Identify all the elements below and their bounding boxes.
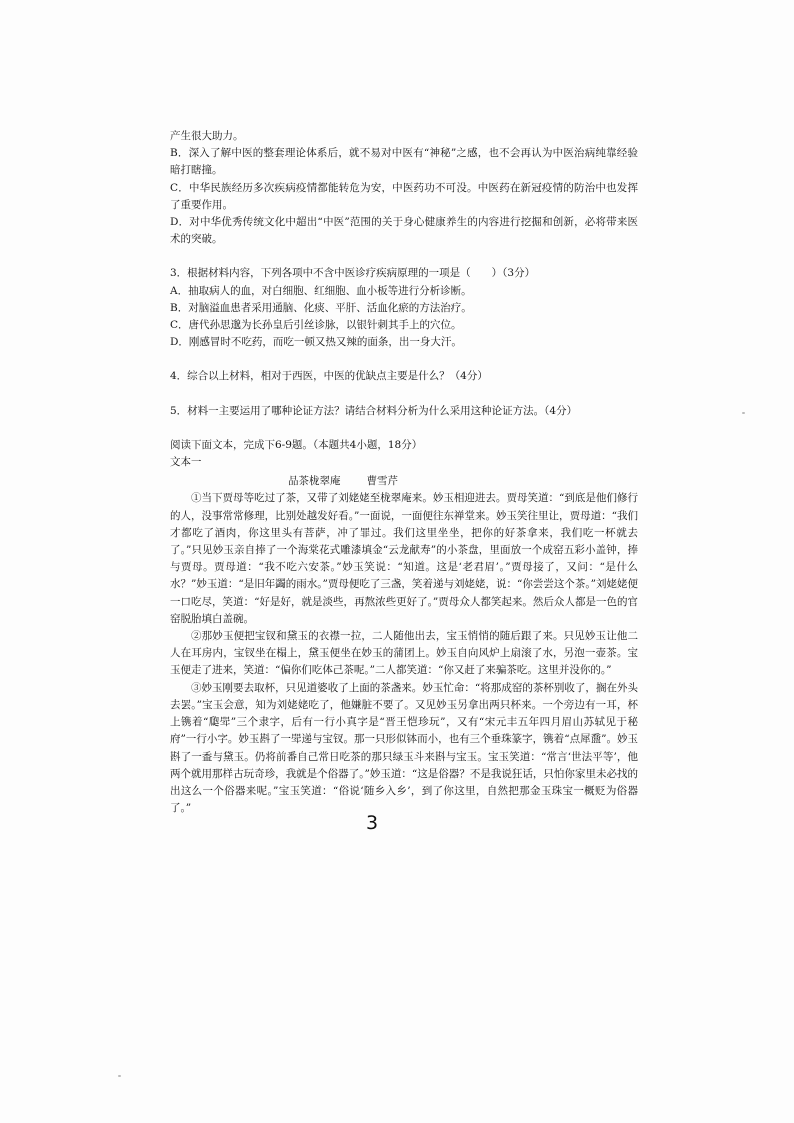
spacer xyxy=(170,248,638,265)
continuation-text: 产生很大助力。 xyxy=(170,130,244,142)
q4-stem: 4．综合以上材料，相对于西医，中医的优缺点主要是什么？（4分） xyxy=(170,370,488,383)
q2-option-d: D．对中华优秀传统文化中超出“中医”范围的关于身心健康养生的内容进行挖掘和创新，必将带来医术的突破。 xyxy=(170,216,638,246)
passage-author: 曹雪芹 xyxy=(366,475,398,488)
q2-option-b: B．深入了解中医的整套理论体系后，就不易对中医有“神秘”之感，也不会再认为中医治病纯靠经验暗打瞎撞。 xyxy=(170,147,638,177)
q3-option-d: D．刚感冒时不吃药，而吃一顿又热又辣的面条，出一身大汗。 xyxy=(170,336,462,349)
q3-option-b: B．对脑溢血患者采用通脑、化痰、平肝、活血化瘀的方法治疗。 xyxy=(170,301,472,314)
page-content xyxy=(170,128,638,817)
spacer xyxy=(170,351,638,368)
spacer xyxy=(170,386,638,403)
page-number: 3 xyxy=(366,812,379,834)
passage-paragraph-1: ①当下贾母等吃过了茶，又带了刘姥姥至栊翠庵来。妙玉相迎进去。贾母笑道：“到底是他们修行的人，没事常常修理，比别处越发好看。”一面说，一面便往东禅堂来。妙玉笑往里让，贾母道：“我们才都吃了酒肉，你这里头有菩萨，冲了罪过。我们这里坐坐，把你的好茶拿来，我们吃一杯就去了。”只见妙玉亲自捧了一个海棠花式雕漆填金“云龙献寿”的小茶盘，里面放一个成窑五彩小盖钟，捧与贾母。贾母道：“我不吃六安茶。”妙玉笑说：“知道。这是‘老君眉’。”贾母接了，又问：“是什么水？”妙玉道：“是旧年蠲的雨水。”贾母便吃了三盏，笑着递与刘姥姥，说：“你尝尝这个茶。”刘姥姥便一口吃尽，笑道：“好是好，就是淡些，再熬浓些更好了。”贾母众人都笑起来。然后众人都是一色的官窑脱胎填白盖碗。 xyxy=(170,492,638,625)
q3-option-a: A．抽取病人的血，对白细胞、红细胞、血小板等进行分析诊断。 xyxy=(170,284,472,297)
scan-speck xyxy=(742,412,745,414)
passage-title-line xyxy=(170,473,638,490)
spacer xyxy=(170,420,638,437)
reading-instruction: 阅读下面文本，完成下6-9题。（本题共4小题，18分） xyxy=(170,438,423,451)
q2-option-c: C．中华民族经历多次疾病疫情都能转危为安，中医药功不可没。中医药在新冠疫情的防治中也发挥了重要作用。 xyxy=(170,181,638,211)
q5-stem: 5．材料一主要运用了哪种论证方法？请结合材料分析为什么采用这种论证方法。（4分） xyxy=(170,404,578,417)
passage-paragraph-3: ③妙玉刚要去取杯，只见道婆收了上面的茶盏来。妙玉忙命：“将那成窑的茶杯别收了，搁在外头去罢。”宝玉会意，知为刘姥姥吃了，他嫌脏不要了。又见妙玉另拿出两只杯来。一个旁边有一耳，杯上镌着“瓟斝”三个隶字，后有一行小真字是“晋王恺珍玩”，又有“宋元丰五年四月眉山苏轼见于秘府”一行小字。妙玉斟了一斝递与宝钗。那一只形似钵而小，也有三个垂珠篆字，镌着“点犀䀉”。妙玉斟了一盉与黛玉。仍将前番自己常日吃茶的那只绿玉斗来斟与宝玉。宝玉笑道：“常言‘世法平等’，他两个就用那样古玩奇珍，我就是个俗器了。”妙玉道：“这是俗器？不是我说狂话，只怕你家里未必找的出这么一个俗器来呢。”宝玉笑道：“俗说‘随乡入乡’，到了你这里，自然把那金玉珠宝一概贬为俗器了。” xyxy=(170,681,638,815)
passage-title: 品茶栊翠庵 xyxy=(288,475,341,488)
q3-stem: 3．根据材料内容，下列各项中不含中医诊疗疾病原理的一项是（ ）（3分） xyxy=(170,267,536,280)
text-label: 文本一 xyxy=(170,456,202,469)
q3-option-c: C．唐代孙思邈为长孙皇后引丝诊脉，以银针刺其手上的穴位。 xyxy=(170,319,462,332)
passage-paragraph-2: ②那妙玉便把宝钗和黛玉的衣襟一拉，二人随他出去，宝玉悄悄的随后跟了来。只见妙玉让他二人在耳房内，宝钗坐在榻上，黛玉便坐在妙玉的蒲团上。妙玉自向风炉上扇滚了水，另泡一壶茶。宝玉便走了进来，笑道：“偏你们吃体己茶呢。”二人都笑道：“你又赶了来骗茶吃。这里并没你的。” xyxy=(170,630,638,677)
scan-speck xyxy=(118,1075,121,1077)
